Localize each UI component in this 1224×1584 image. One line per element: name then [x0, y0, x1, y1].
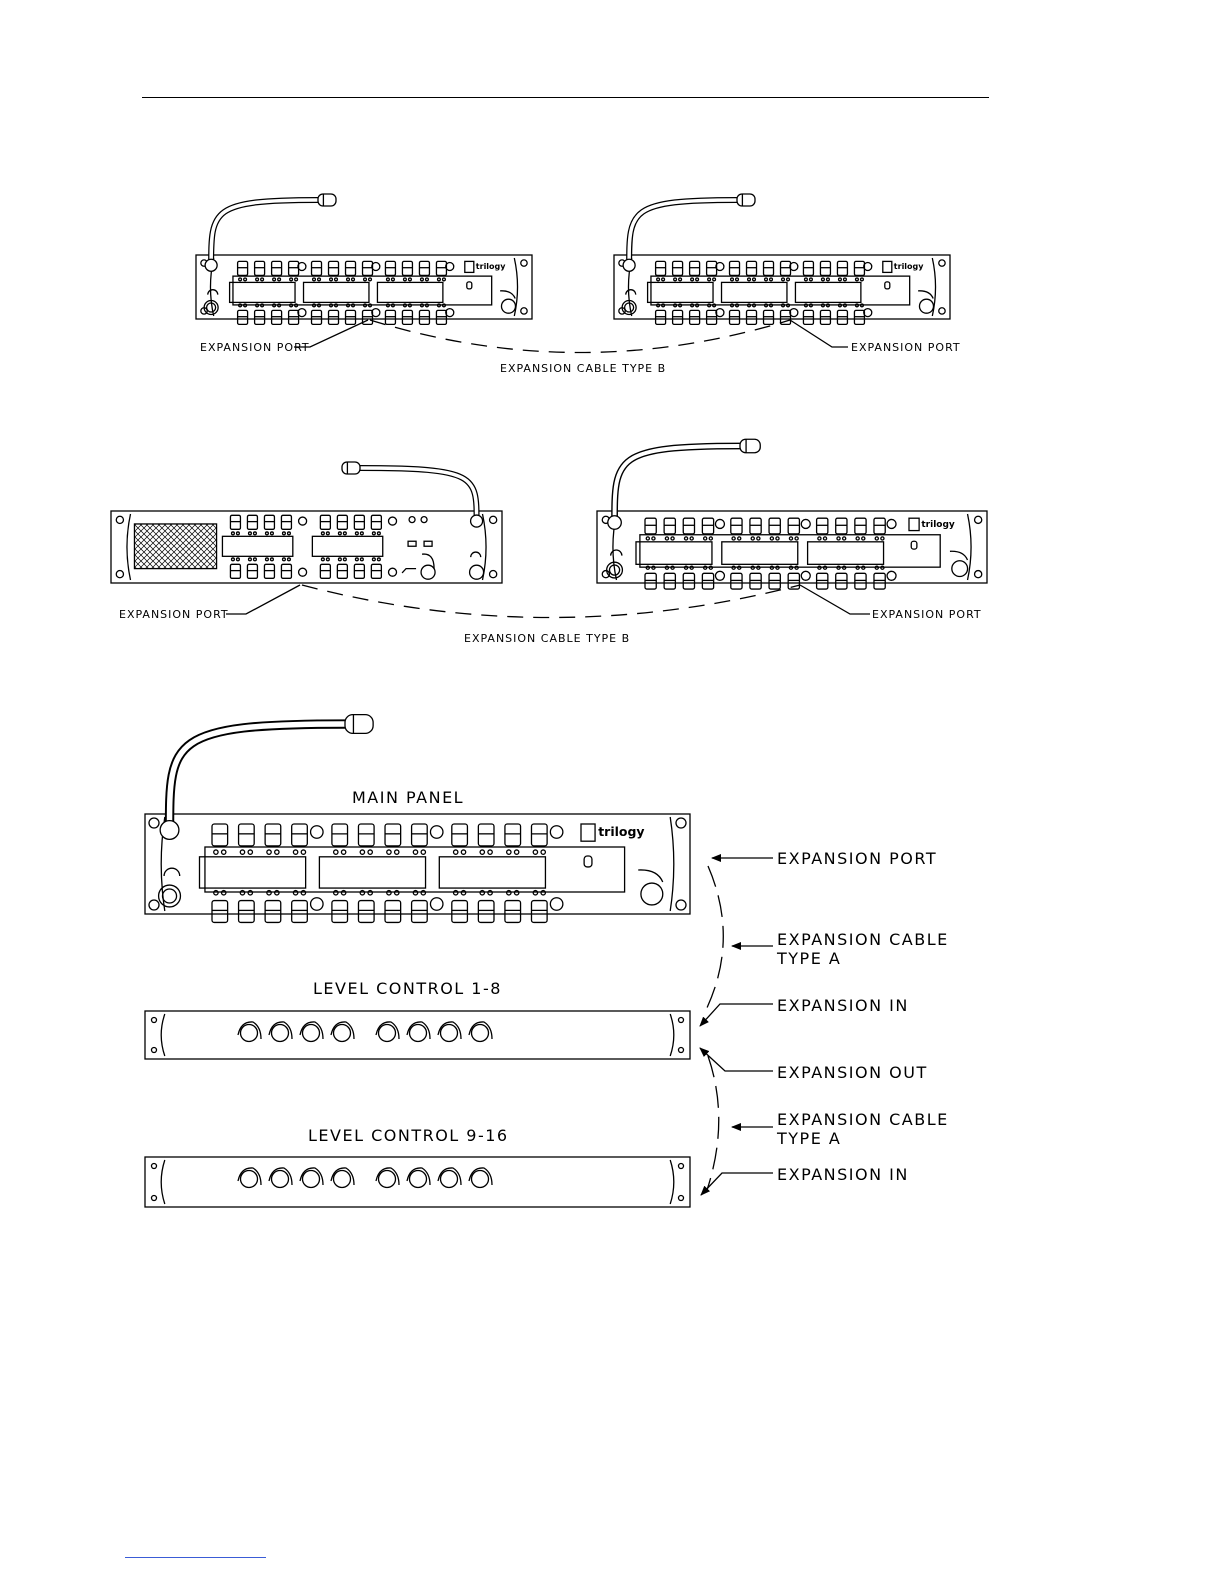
cable-a-1-label-line1: EXPANSION CABLE — [777, 930, 949, 949]
unit-body — [145, 1157, 690, 1207]
cable-a-2-label-line1: EXPANSION CABLE — [777, 1110, 949, 1129]
d2-left-port-leader — [226, 585, 300, 614]
intercom-unit-d2-right — [597, 439, 987, 589]
mic-base — [608, 516, 622, 530]
expansion-in-2-label: EXPANSION IN — [777, 1165, 909, 1184]
mic-head — [318, 194, 336, 206]
d3-expansion-in-2-arrow — [701, 1173, 773, 1195]
brand-text: trilogy — [598, 824, 645, 839]
connection-lines — [226, 320, 870, 1195]
speaker-unit-d2-left — [111, 462, 502, 583]
level-control-9-16-title: LEVEL CONTROL 9-16 — [308, 1126, 509, 1145]
d1-expansion-cable-b — [370, 320, 790, 353]
cable-a-2-label-line2: TYPE A — [777, 1129, 842, 1148]
main-panel-title: MAIN PANEL — [352, 788, 465, 807]
footer-rule — [125, 1557, 266, 1558]
brand-text: trilogy — [893, 262, 924, 272]
intercom-unit-d1-right — [614, 194, 950, 324]
mic-head — [737, 194, 755, 206]
brand-text: trilogy — [921, 519, 955, 530]
unit-body — [145, 1011, 690, 1059]
d1-right-port-label: EXPANSION PORT — [851, 341, 961, 354]
d1-cable-label: EXPANSION CABLE TYPE B — [500, 362, 667, 375]
d2-right-port-label: EXPANSION PORT — [872, 608, 982, 621]
expansion-port-label: EXPANSION PORT — [777, 849, 938, 868]
d3-expansion-in-1-arrow — [700, 1004, 773, 1026]
speaker-grille — [134, 524, 216, 569]
expansion-in-1-label: EXPANSION IN — [777, 996, 909, 1015]
d2-expansion-cable-b — [302, 585, 800, 618]
mic-base — [471, 515, 483, 527]
d1-left-port-label: EXPANSION PORT — [200, 341, 310, 354]
expansion-out-label: EXPANSION OUT — [777, 1063, 928, 1082]
d3-cable-a-1 — [705, 866, 723, 1012]
main-panel-unit — [145, 715, 690, 923]
mic-head — [345, 715, 373, 734]
level-control-1-8-title: LEVEL CONTROL 1-8 — [313, 979, 502, 998]
intercom-unit-d1-left — [196, 194, 532, 324]
d2-cable-label: EXPANSION CABLE TYPE B — [464, 632, 631, 645]
mic-head — [342, 462, 360, 474]
mic-base — [205, 259, 217, 271]
level-control-1-8-unit — [145, 1011, 690, 1059]
cable-a-1-label-line2: TYPE A — [777, 949, 842, 968]
mic-base — [623, 259, 635, 271]
mic-base — [160, 821, 179, 840]
level-control-9-16-unit — [145, 1157, 690, 1207]
d2-left-port-label: EXPANSION PORT — [119, 608, 229, 621]
d3-cable-a-2 — [707, 1056, 719, 1190]
brand-text: trilogy — [475, 262, 506, 272]
mic-head — [740, 439, 760, 453]
